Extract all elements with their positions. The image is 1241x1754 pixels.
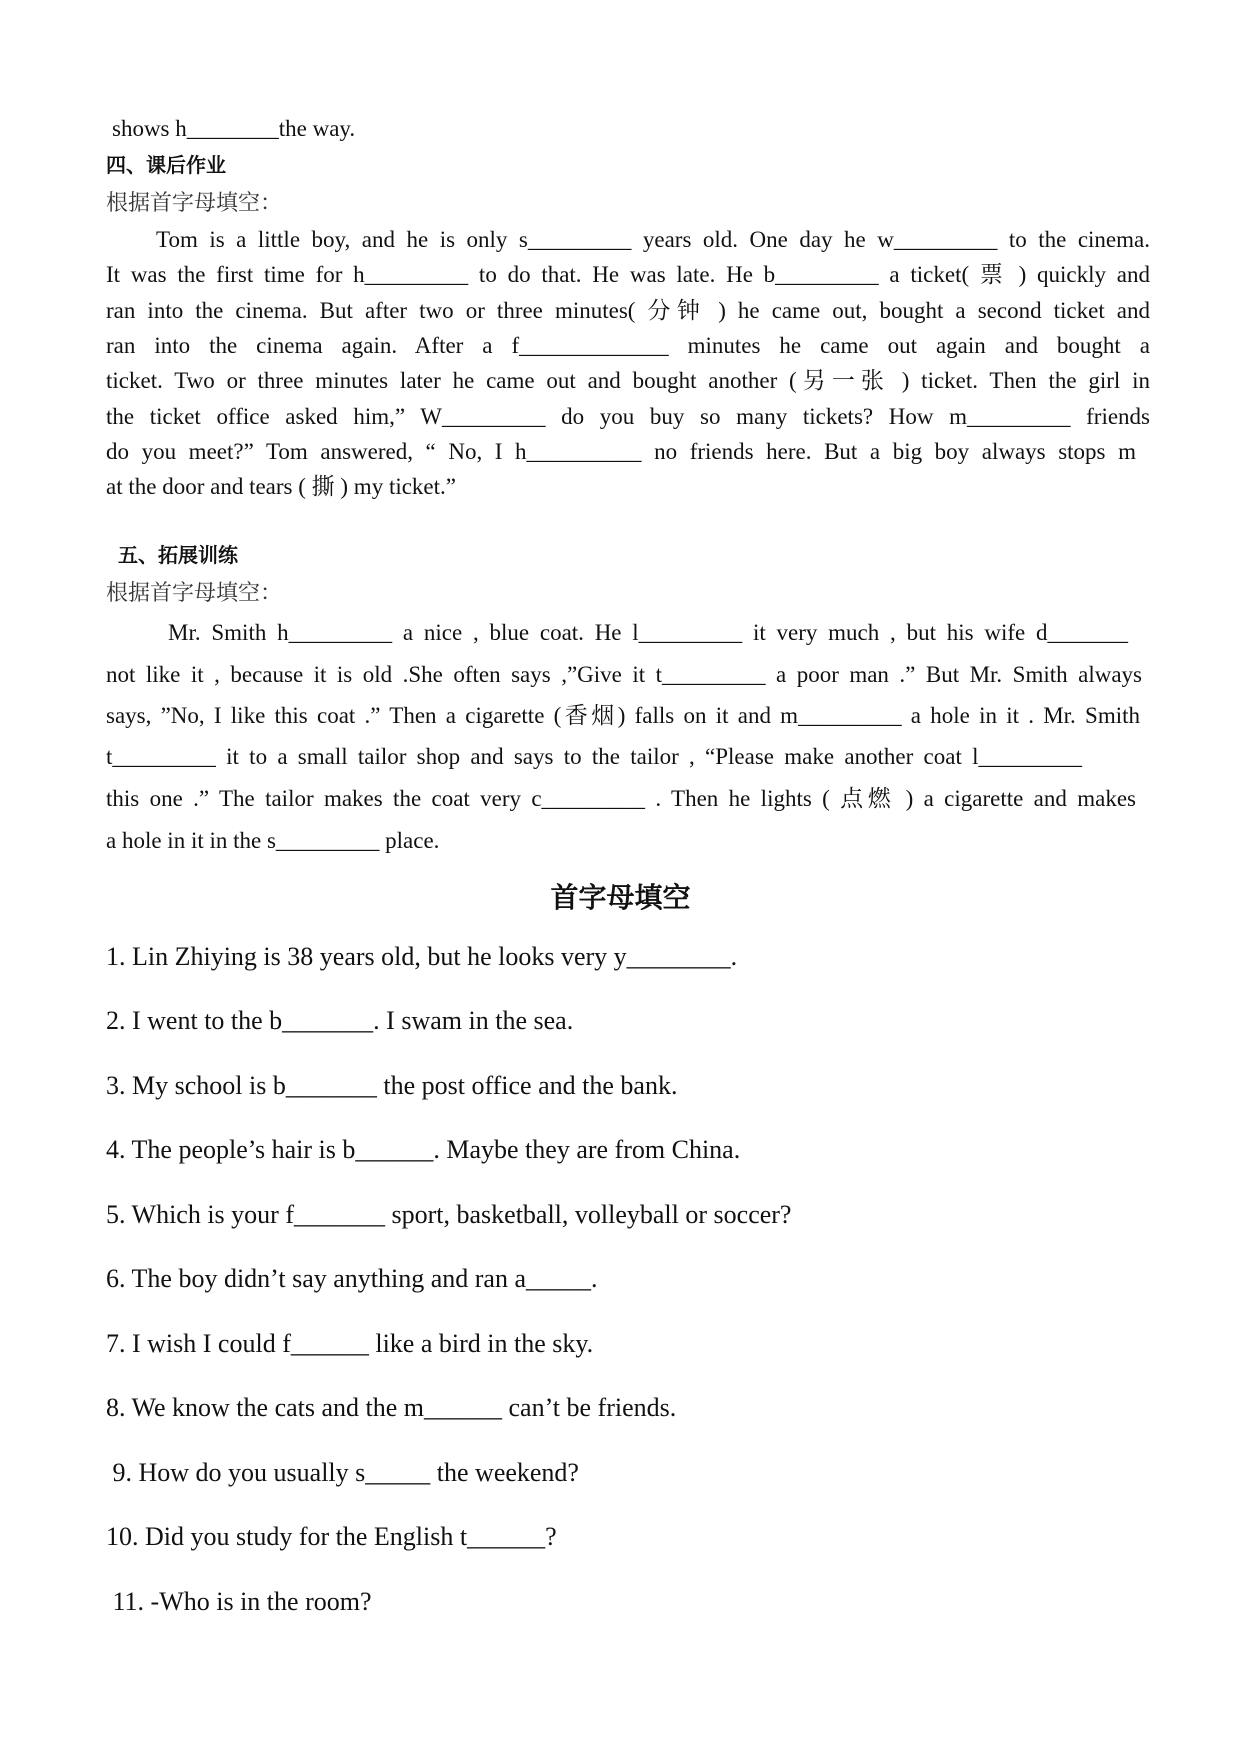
passage-line: t_________ it to a small tailor shop and says to the tailor , “Please make another coat l_________	[106, 744, 1082, 769]
instruction-fill-first-letter: 根据首字母填空：	[106, 581, 283, 606]
passage-line: the ticket office asked him,” W_________ do you buy so many tickets? How m_________ friends	[106, 404, 1150, 429]
question-item: 11. -Who is in the room?	[106, 1587, 372, 1616]
passage-line: ran into the cinema. But after two or three minutes( 分钟 ) he came out, bought a second ticket and	[106, 298, 1150, 323]
question-item: 10. Did you study for the English t______?	[106, 1522, 557, 1551]
section-title-fill-first-letter: 首字母填空	[550, 881, 691, 914]
question-item: 9. How do you usually s_____ the weekend?	[106, 1458, 579, 1487]
question-item: 6. The boy didn’t say anything and ran a_____.	[106, 1264, 598, 1293]
question-item: 3. My school is b_______ the post office and the bank.	[106, 1071, 678, 1100]
question-item: 5. Which is your f_______ sport, basketball, volleyball or soccer?	[106, 1200, 792, 1229]
passage-line: ticket. Two or three minutes later he came out and bought another (另一张 ) ticket. Then the girl in	[106, 368, 1150, 393]
section-heading-homework: 四、课后作业	[106, 153, 226, 177]
passage-line: not like it , because it is old .She often says ,”Give it t_________ a poor man .” But Mr. Smith always	[106, 662, 1142, 687]
passage-line: says, ”No, I like this coat .” Then a cigarette (香烟) falls on it and m_________ a hole in it . Mr. Smith	[106, 703, 1140, 728]
passage-line: ran into the cinema again. After a f_____________ minutes he came out again and bought a	[106, 333, 1150, 358]
instruction-fill-first-letter: 根据首字母填空：	[106, 191, 283, 216]
question-item: 2. I went to the b_______. I swam in the sea.	[106, 1006, 574, 1035]
passage-line: at the door and tears ( 撕 ) my ticket.”	[106, 474, 456, 499]
question-item: 7. I wish I could f______ like a bird in the sky.	[106, 1329, 594, 1358]
passage-line: a hole in it in the s_________ place.	[106, 828, 440, 853]
top-line: shows h________the way.	[112, 116, 356, 141]
passage-line: this one .” The tailor makes the coat very c_________ . Then he lights ( 点燃 ) a cigarette and makes	[106, 786, 1136, 811]
section-heading-extension: 五、拓展训练	[118, 543, 238, 567]
question-item: 4. The people’s hair is b______. Maybe they are from China.	[106, 1135, 741, 1164]
passage-line: It was the first time for h_________ to do that. He was late. He b_________ a ticket( 票 ) quickly and	[106, 262, 1150, 287]
passage-line: Tom is a little boy, and he is only s_________ years old. One day he w_________ to the cinema.	[156, 227, 1150, 252]
question-item: 8. We know the cats and the m______ can’t be friends.	[106, 1393, 677, 1422]
passage-line: do you meet?” Tom answered, “ No, I h__________ no friends here. But a big boy always stops m	[106, 439, 1136, 464]
passage-line: Mr. Smith h_________ a nice , blue coat. He l_________ it very much , but his wife d_______	[168, 620, 1128, 645]
question-item: 1. Lin Zhiying is 38 years old, but he looks very y________.	[106, 942, 738, 971]
